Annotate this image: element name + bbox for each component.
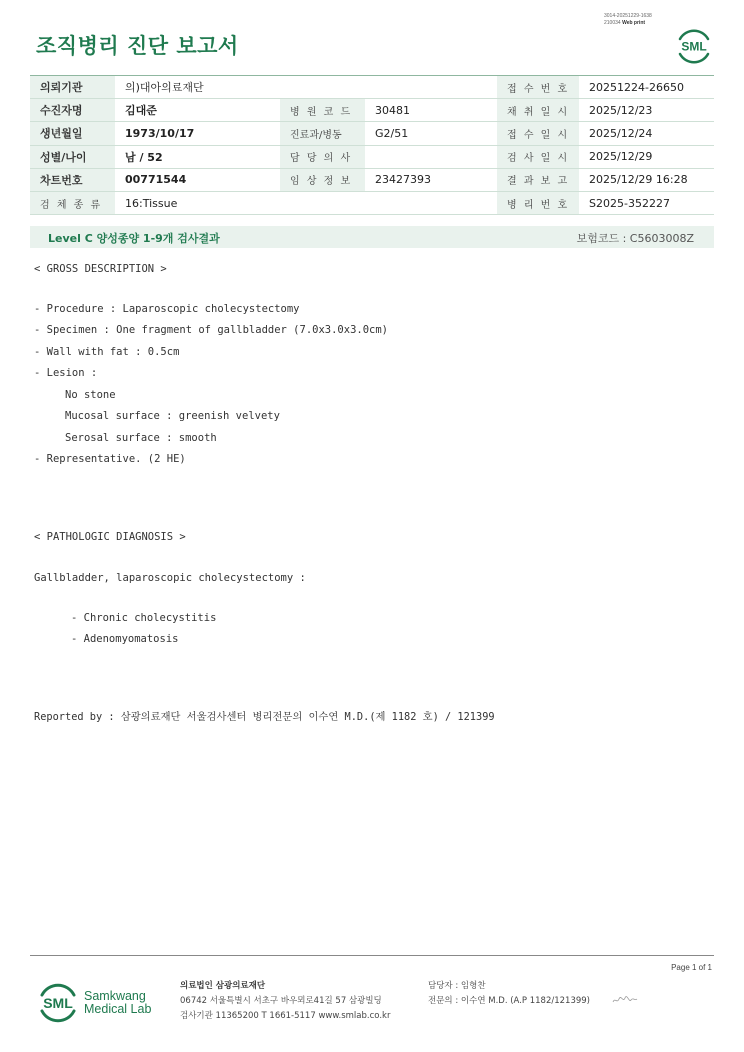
report-label: 결 과 보 고 (497, 168, 579, 191)
signature-icon (612, 995, 638, 1005)
table-row (30, 99, 714, 122)
print-id-line2: 210034 (604, 20, 621, 26)
dob-label: 생년월일 (30, 122, 115, 145)
hospital-code-value: 30481 (365, 99, 497, 122)
test-date-label: 검 사 일 시 (497, 145, 579, 168)
hospital-code-label: 병 원 코 드 (280, 99, 365, 122)
patient-value: 김대준 (115, 99, 280, 122)
gross-line: No stone (65, 389, 116, 401)
requester-value: 의)대아의료재단 (115, 76, 497, 99)
collect-date-value: 2025/12/23 (579, 99, 714, 122)
diagnosis-heading: < PATHOLOGIC DIAGNOSIS > (34, 531, 186, 543)
table-row (30, 76, 714, 99)
specimen-type-value: 16:Tissue (115, 191, 497, 214)
org-info (180, 979, 390, 1024)
gross-line: - Procedure : Laparoscopic cholecystectomy (34, 303, 300, 315)
receipt-date-value: 2025/12/24 (579, 122, 714, 145)
clinical-label: 임 상 정 보 (280, 168, 365, 191)
path-no-label: 병 리 번 호 (497, 191, 579, 214)
footer-divider (30, 955, 714, 956)
clinical-value: 23427393 (365, 168, 497, 191)
org-contact: 검사기관 11365200 T 1661-5117 www.smlab.co.kr (180, 1011, 391, 1021)
staff-name: 임형찬 (460, 981, 486, 991)
org-name: 의료법인 삼광의료재단 (180, 981, 266, 991)
sex-age-value: 남 / 52 (115, 145, 280, 168)
sml-logo-icon (674, 25, 714, 65)
staff-label: 담당자 : (428, 981, 459, 991)
receipt-no-value: 20251224-26650 (579, 76, 714, 99)
dept-value: G2/51 (365, 122, 497, 145)
gross-line: - Representative. (2 HE) (34, 453, 186, 465)
diagnosis-item: - Chronic cholecystitis (71, 612, 217, 624)
specialist-name: 이수연 M.D. (A.P 1182/121399) (460, 996, 590, 1006)
table-row (30, 168, 714, 191)
gross-heading: < GROSS DESCRIPTION > (34, 263, 167, 275)
dept-label: 진료과/병동 (280, 122, 365, 145)
gross-line: - Specimen : One fragment of gallbladder (7.0x3.0x3.0cm) (34, 324, 389, 336)
print-id (604, 13, 652, 27)
requester-label: 의뢰기관 (30, 76, 115, 99)
diagnosis-summary: Gallbladder, laparoscopic cholecystectomy : (34, 572, 306, 584)
path-no-value: S2025-352227 (579, 191, 714, 214)
report-value: 2025/12/29 16:28 (579, 168, 714, 191)
chart-no-value: 00771544 (115, 168, 280, 191)
gross-line: - Lesion : (34, 367, 98, 379)
receipt-no-label: 접 수 번 호 (497, 76, 579, 99)
org-address: 06742 서울특별시 서초구 바우뫼로41길 57 삼광빌딩 (180, 996, 382, 1006)
print-label: Web print (622, 20, 646, 26)
reported-by: Reported by : 삼광의료재단 서울검사센터 병리전문의 이수연 M.D.(제 1182 호) / 121399 (34, 711, 495, 723)
specialist-label: 전문의 : (428, 996, 459, 1006)
page-number: Page 1 of 1 (671, 963, 712, 972)
specimen-type-label: 검 체 종 류 (30, 191, 115, 214)
insurance-code: 보험코드 : C5603008Z (576, 232, 694, 245)
test-name: Level C 양성종양 1-9개 검사결과 (48, 232, 220, 245)
print-id-line1: 3014-20251229-1638 (604, 13, 652, 19)
collect-date-label: 채 취 일 시 (497, 99, 579, 122)
patient-label: 수진자명 (30, 99, 115, 122)
gross-line: Mucosal surface : greenish velvety (65, 410, 280, 422)
page-title: 조직병리 진단 보고서 (36, 34, 239, 58)
logo-text: SML (43, 995, 73, 1011)
brand-name (84, 990, 151, 1016)
staff-info (428, 979, 590, 1009)
diagnosis-item: - Adenomyomatosis (71, 633, 179, 645)
doctor-label: 담 당 의 사 (280, 145, 365, 168)
dob-value: 1973/10/17 (115, 122, 280, 145)
gross-line: Serosal surface : smooth (65, 432, 217, 444)
doctor-value (365, 145, 497, 168)
table-row (30, 122, 714, 145)
logo-text: SML (681, 39, 707, 54)
sml-logo-icon (36, 980, 80, 1024)
test-date-value: 2025/12/29 (579, 145, 714, 168)
brand-line2: Medical Lab (84, 1002, 152, 1016)
table-row (30, 145, 714, 168)
chart-no-label: 차트번호 (30, 168, 115, 191)
gross-line: - Wall with fat : 0.5cm (34, 346, 180, 358)
test-section-bar (30, 226, 714, 248)
patient-info-table (30, 75, 714, 215)
brand-line1: Samkwang (84, 989, 146, 1003)
receipt-date-label: 접 수 일 시 (497, 122, 579, 145)
sex-age-label: 성별/나이 (30, 145, 115, 168)
table-row (30, 191, 714, 214)
